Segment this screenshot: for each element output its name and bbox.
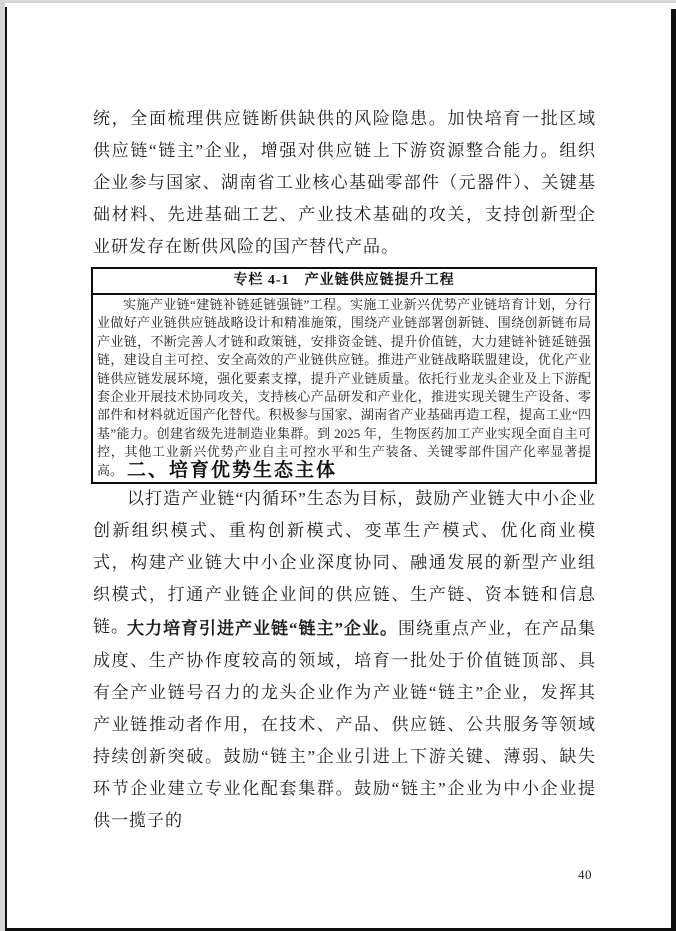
column-box-title: 专栏 4-1 产业链供应链提升工程	[93, 269, 595, 295]
page-right-edge-line	[671, 9, 676, 931]
column-box-4-1	[91, 267, 597, 484]
paragraph-supply-chain-risk: 统，全面梳理供应链断供缺供的风险隐患。加快培育一批区域供应链“链主”企业，增强对供应链上下游资源整合能力。组织企业参与国家、湖南省工业核心基础零部件（元器件）、关键基础材料、先进基础工艺、产业技术基础的攻关，支持创新型企业研发存在断供风险的国产替代产品。	[93, 109, 596, 256]
paragraph-chain-leader-rest: 围绕重点产业，在产品集成度、生产协作度较高的领域，培育一批处于价值链顶部、具有全产业链号召力的龙头企业作为产业链“链主”企业，发挥其产业链推动者作用，在技术、产品、供应链、公共服务等领域持续创新突破。鼓励“链主”企业引进上下游关键、薄弱、缺失环节企业建立专业化配套集群。鼓励“链主”企业为中小企业提供一揽子的	[93, 619, 596, 830]
column-box-body: 实施产业链“建链补链延链强链”工程。实施工业新兴优势产业链培育计划，分行业做好产业链供应链战略设计和精准施策，围绕产业链部署创新链、围绕创新链布局产业链，不断完善人才链和政策链，安排资金链、提升价值链，大力建链补链延链强链，建设自主可控、安全高效的产业链供应链。推进产业链战略联盟建设，优化产业链供应链发展环境，强化要素支撑，提升产业链质量。依托行业龙头企业及上下游配套企业开展技术协同攻关，支持核心产品研发和产业化，推进实现关键生产设备、零部件和材料就近国产化替代。积极参与国家、湖南省产业基础再造工程，提高工业“四基”能力。创建省级先进制造业集群。到 2025 年，生物医药加工产业实现全面自主可控，其他工业新兴优势产业自主可控水平和生产装备、关键零部件国产化率显著提高。	[97, 297, 591, 478]
paragraph-chain-leader	[93, 613, 596, 837]
section-heading-2: 二、培育优势生态主体	[127, 460, 338, 481]
page-left-edge-line	[5, 7, 7, 931]
paragraph-ecosystem-goal: 以打造产业链“内循环”生态为目标，鼓励产业链大中小企业创新组织模式、重构创新模式、变革生产模式、优化商业模式，构建产业链大中小企业深度协同、融通发展的新型产业组织模式，打通产业链企业间的供应链、生产链、资本链和信息链。	[93, 489, 596, 636]
page-number: 40	[578, 867, 592, 882]
paragraph-chain-leader-lead: 大力培育引进产业链“链主”企业。	[127, 619, 398, 638]
document-page	[5, 3, 676, 931]
